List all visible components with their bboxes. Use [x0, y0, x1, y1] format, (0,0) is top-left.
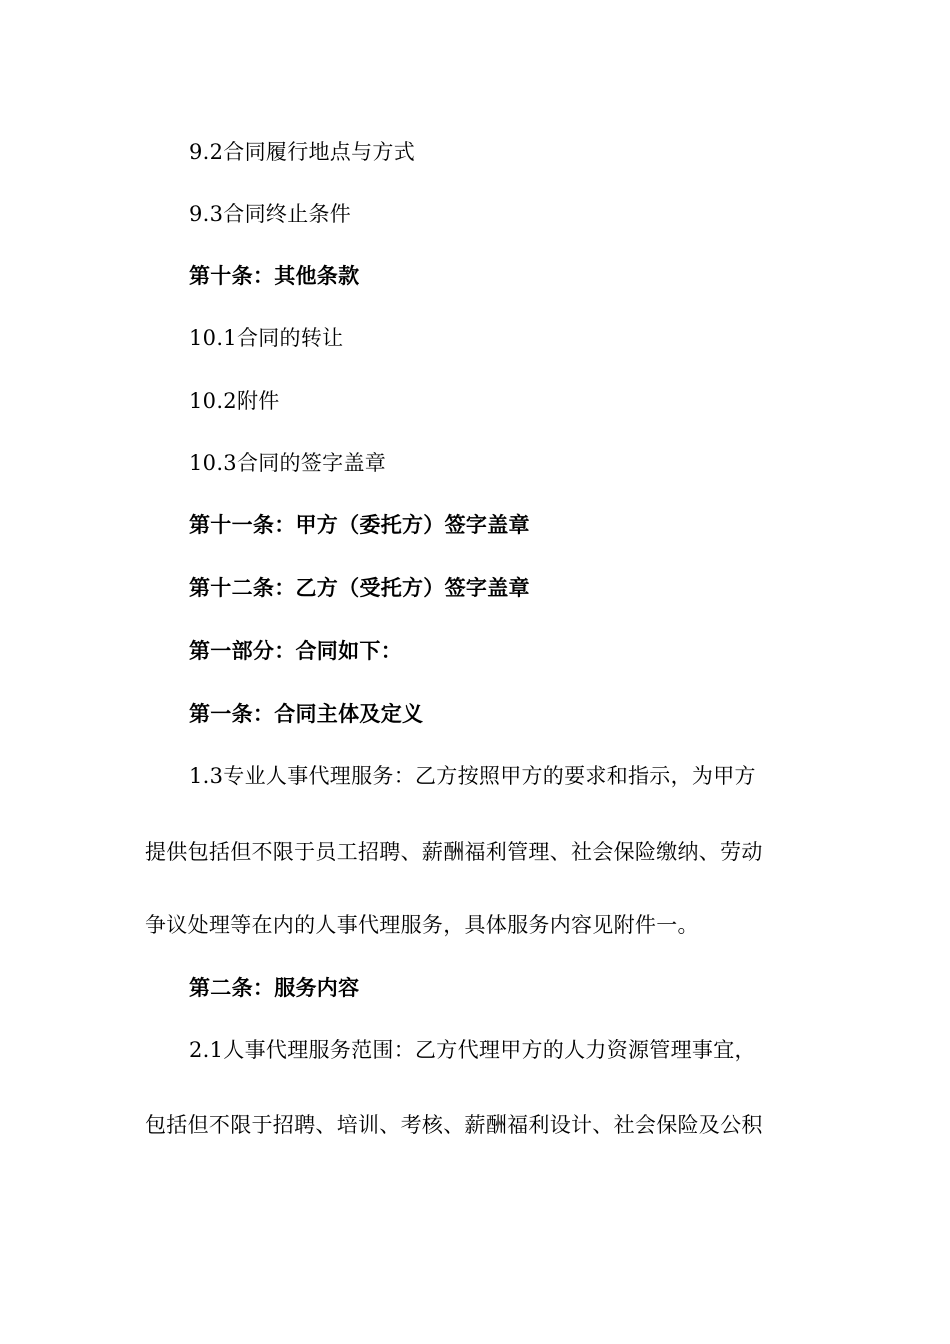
clause-10-2: 10.2附件 — [189, 389, 280, 413]
clause-9-2: 9.2合同履行地点与方式 — [189, 140, 415, 164]
article-12-heading: 第十二条：乙方（受托方）签字盖章 — [189, 575, 530, 600]
clause-2-1-line-1: 2.1人事代理服务范围：乙方代理甲方的人力资源管理事宜， — [189, 1038, 756, 1062]
clause-10-3: 10.3合同的签字盖章 — [189, 451, 387, 475]
clause-2-1-line-2: 包括但不限于招聘、培训、考核、薪酬福利设计、社会保险及公积 — [145, 1113, 763, 1137]
article-11-heading: 第十一条：甲方（委托方）签字盖章 — [189, 512, 530, 537]
article-10-heading: 第十条：其他条款 — [189, 263, 360, 288]
article-1-heading: 第一条：合同主体及定义 — [189, 701, 424, 726]
part-1-heading: 第一部分：合同如下： — [189, 638, 402, 663]
clause-1-3-line-1: 1.3专业人事代理服务：乙方按照甲方的要求和指示，为甲方 — [189, 764, 756, 788]
clause-10-1: 10.1合同的转让 — [189, 326, 344, 350]
clause-9-3: 9.3合同终止条件 — [189, 202, 352, 226]
article-2-heading: 第二条：服务内容 — [189, 975, 360, 1000]
clause-1-3-line-3: 争议处理等在内的人事代理服务，具体服务内容见附件一。 — [145, 913, 699, 937]
clause-1-3-line-2: 提供包括但不限于员工招聘、薪酬福利管理、社会保险缴纳、劳动 — [145, 840, 763, 864]
